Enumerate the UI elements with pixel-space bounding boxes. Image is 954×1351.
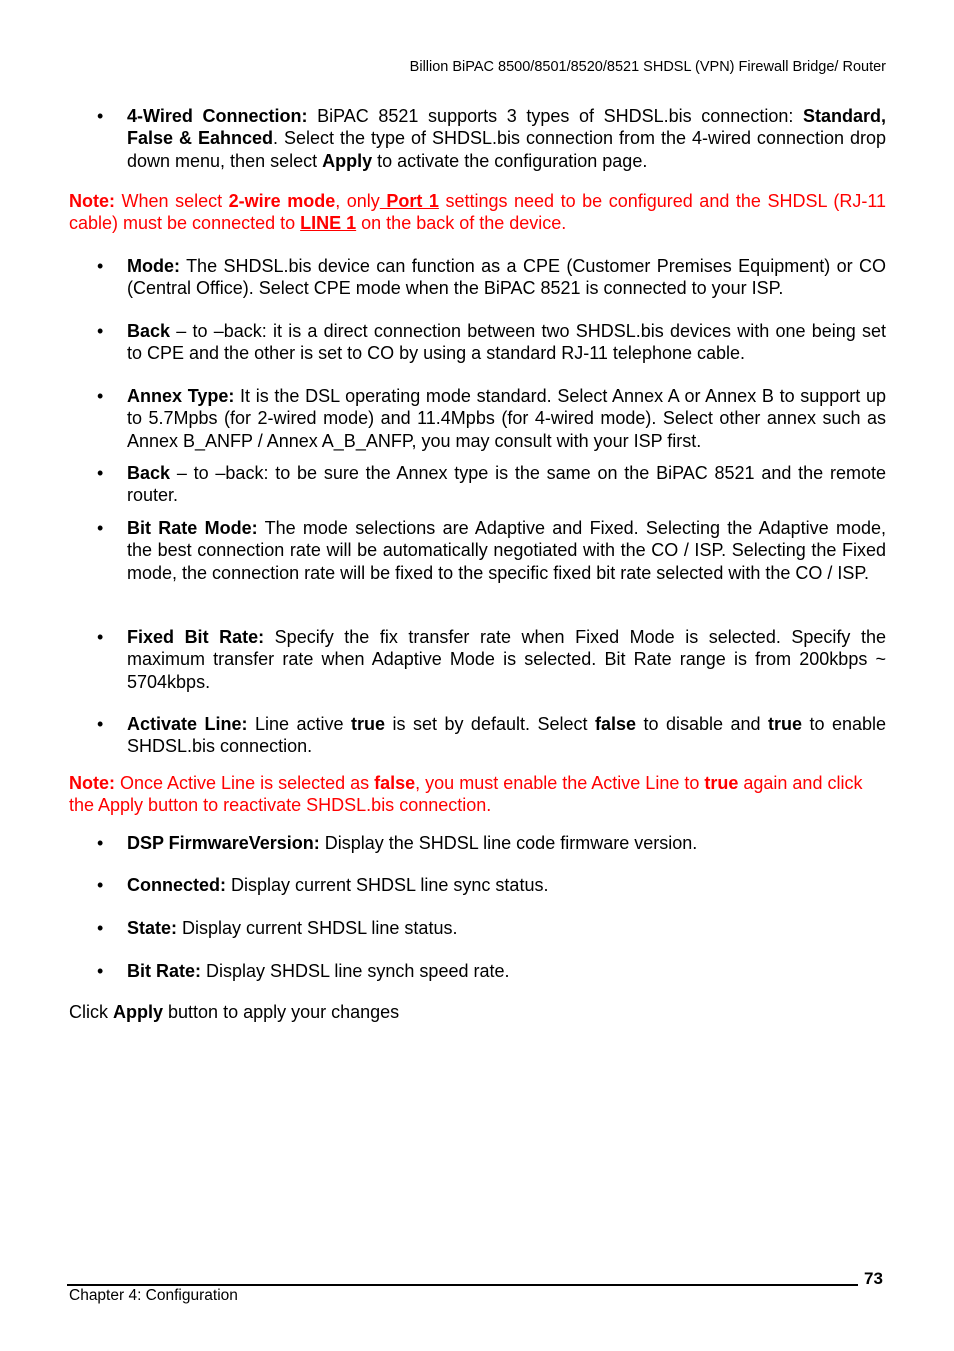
- note-label: Note:: [69, 773, 115, 793]
- term-label: State:: [127, 918, 178, 938]
- bullet-dot: •: [97, 463, 104, 483]
- term-label: Back: [127, 463, 171, 483]
- bullet-dot: •: [97, 106, 104, 126]
- bullet-dot: •: [97, 256, 104, 276]
- bullet-dot: •: [97, 875, 104, 895]
- bullet-dot: •: [97, 918, 104, 938]
- bullet-back-to-back: • Back – to –back: it is a direct connection between two SHDSL.bis devices with one being set to CPE and the other is set to CO by using a standard RJ-11 telephone cable.: [97, 321, 886, 364]
- bullet-dot: •: [97, 714, 104, 734]
- bullet-4-wired-connection: • 4-Wired Connection: BiPAC 8521 supports 3 types of SHDSL.bis connection: Standard, False & Eahnced. Select the type of SHDSL.bis connection from the 4-wired connection drop down menu, then select Apply to activate the configuration page.: [97, 106, 886, 171]
- term-label: DSP FirmwareVersion:: [127, 833, 320, 853]
- note-2-wire-mode: Note: When select 2-wire mode, only Port 1 settings need to be configured and the SHDSL (RJ-11 cable) must be connected to LINE 1 on the back of the device.: [69, 191, 887, 234]
- page-number: 73: [864, 1269, 883, 1288]
- bullet-dsp-firmware-version: • DSP FirmwareVersion: Display the SHDSL line code firmware version.: [97, 833, 698, 853]
- term-label: Mode:: [127, 256, 180, 276]
- bullet-dot: •: [97, 627, 104, 647]
- term-label: Bit Rate Mode:: [127, 518, 258, 538]
- chapter-footer: Chapter 4: Configuration: [69, 1287, 238, 1304]
- term-label: Fixed Bit Rate:: [127, 627, 265, 647]
- bullet-bit-rate: • Bit Rate: Display SHDSL line synch speed rate.: [97, 961, 510, 981]
- bullet-annex-type: • Annex Type: It is the DSL operating mode standard. Select Annex A or Annex B to support up to 5.7Mpbs (for 2-wired mode) and 11.4Mpbs (for 4-wired mode). Select other annex such as Annex B_ANFP / Annex A_B_ANFP, you may consult with your ISP first.: [97, 386, 886, 451]
- term-label: Bit Rate:: [127, 961, 202, 981]
- footer-rule: [67, 1284, 858, 1286]
- closing-paragraph: Click Apply button to apply your changes: [69, 1002, 400, 1022]
- bullet-back-to-back-annex: • Back – to –back: to be sure the Annex type is the same on the BiPAC 8521 and the remote router.: [97, 463, 886, 506]
- note-active-line: Note: Once Active Line is selected as false, you must enable the Active Line to true again and click the Apply button to reactivate SHDSL.bis connection.: [69, 773, 863, 816]
- bullet-dot: •: [97, 961, 104, 981]
- bullet-activate-line: • Activate Line: Line active true is set by default. Select false to disable and true to enable SHDSL.bis connection.: [97, 714, 886, 757]
- bullet-dot: •: [97, 518, 104, 538]
- bullet-bit-rate-mode: • Bit Rate Mode: The mode selections are Adaptive and Fixed. Selecting the Adaptive mode, the best connection rate will be automatically negotiated with the CO / ISP. Selecting the Fixed mode, the connection rate will be fixed to the specific fixed bit rate selected with the CO / ISP.: [97, 518, 886, 583]
- term-label: Connected:: [127, 875, 226, 895]
- note-label: Note:: [69, 191, 115, 211]
- bullet-fixed-bit-rate: • Fixed Bit Rate: Specify the fix transfer rate when Fixed Mode is selected. Specify the maximum transfer rate when Adaptive Mode is selected. Bit Rate range is from 200kbps ~ 5704kbps.: [97, 627, 886, 692]
- bullet-connected: • Connected: Display current SHDSL line sync status.: [97, 875, 549, 895]
- term-label: Activate Line:: [127, 714, 248, 734]
- term-label: Annex Type:: [127, 386, 235, 406]
- term-label: Back: [127, 321, 171, 341]
- running-header: Billion BiPAC 8500/8501/8520/8521 SHDSL (VPN) Firewall Bridge/ Router: [409, 59, 886, 75]
- bullet-dot: •: [97, 386, 104, 406]
- term-label: 4-Wired Connection:: [127, 106, 308, 126]
- bullet-dot: •: [97, 321, 104, 341]
- bullet-state: • State: Display current SHDSL line status.: [97, 918, 458, 938]
- bullet-mode: • Mode: The SHDSL.bis device can function as a CPE (Customer Premises Equipment) or CO (Central Office). Select CPE mode when the BiPAC 8521 is connected to your ISP.: [97, 256, 886, 299]
- bullet-dot: •: [97, 833, 104, 853]
